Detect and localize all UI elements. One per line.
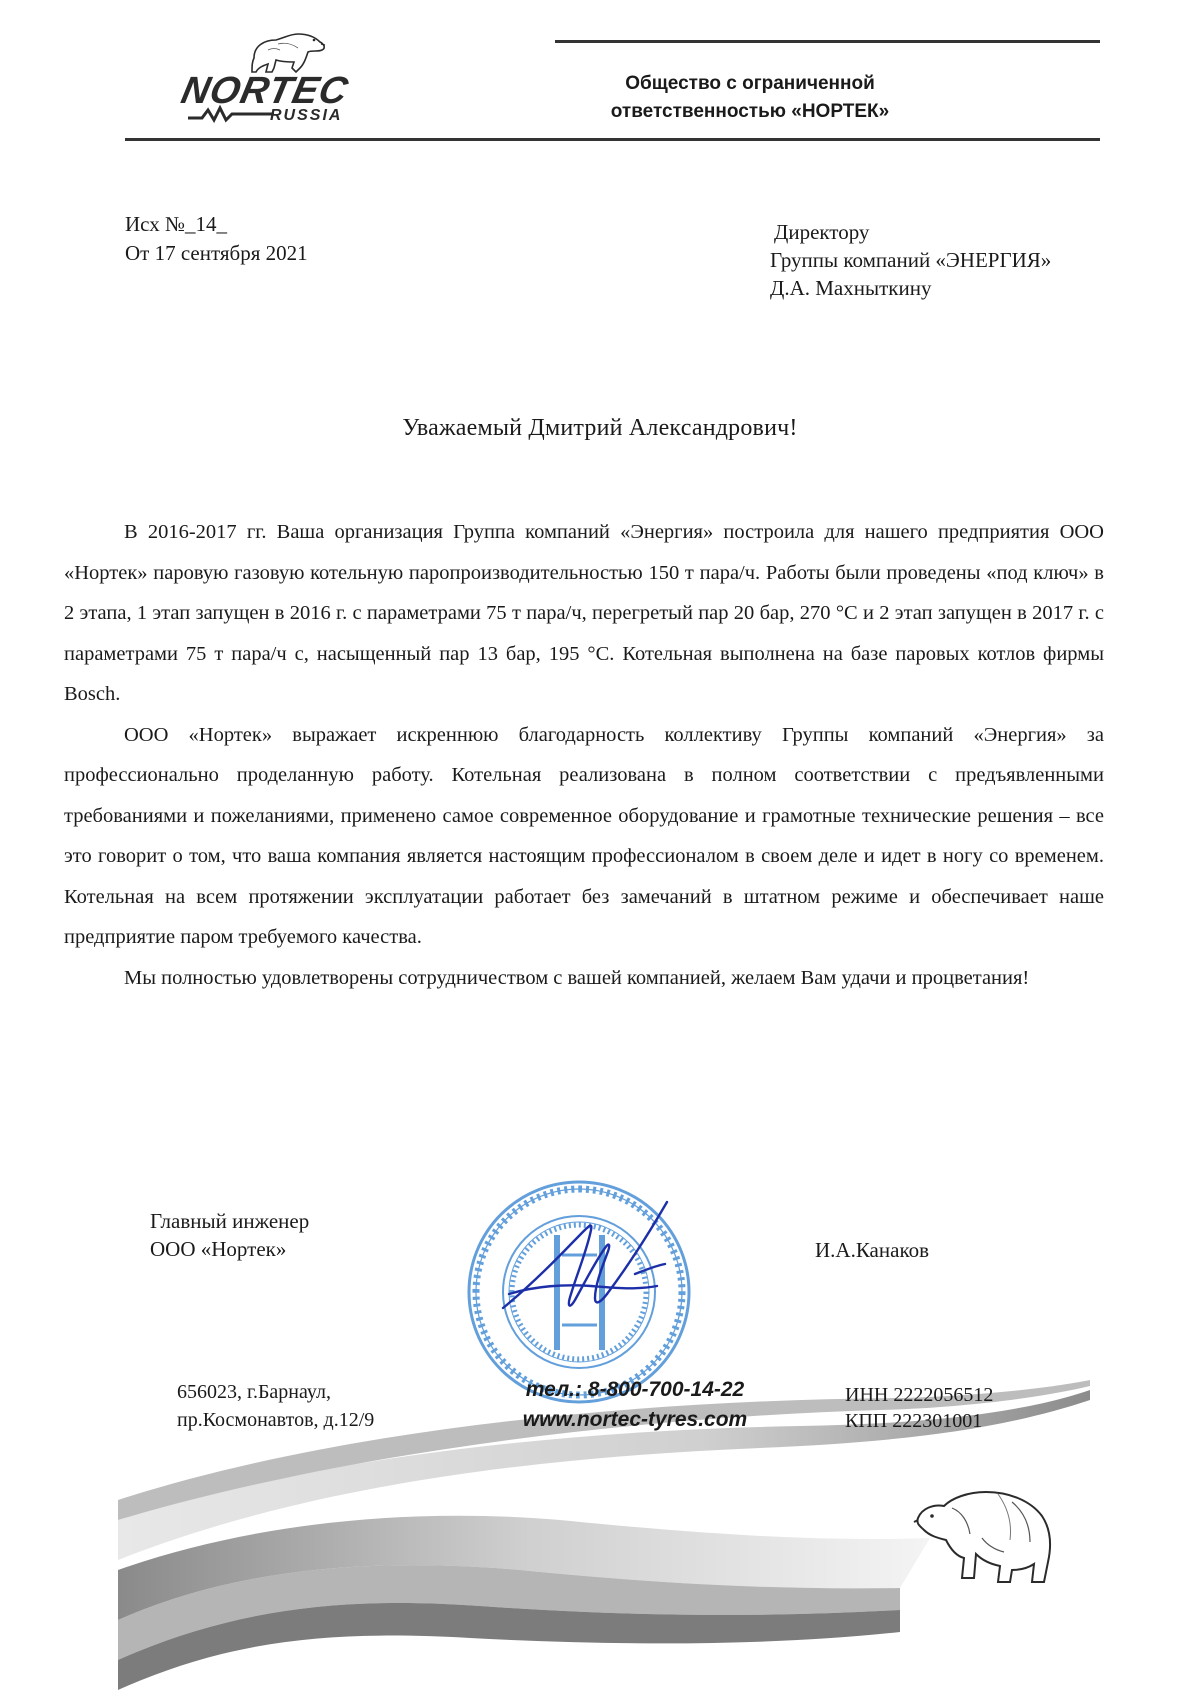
body-paragraph: ООО «Нортек» выражает искреннюю благодарность коллективу Группы компаний «Энергия» за профессионально проделанную работу. Котельная реализована в полном соответствии с предъявленными требованиями и пожеланиями, применено самое современное оборудование и грамотные технические решения – все это говорит о том, что ваша компания является настоящим профессионалом в своем деле и идет в ногу со временем. Котельная на всем протяжении эксплуатации работает без замечаний в штатном режиме и обеспечивает наше предприятие паром требуемого качества. <box>64 723 1104 948</box>
footer-address-line: 656023, г.Барнаул, <box>177 1381 331 1403</box>
footer-kpp: КПП 222301001 <box>845 1410 983 1432</box>
footer-tax-ids <box>845 1382 993 1434</box>
addressee-block <box>770 218 1051 302</box>
mountain-zigzag-icon <box>188 104 274 124</box>
footer-address <box>177 1378 374 1434</box>
outgoing-reference <box>125 210 308 268</box>
signatory-name: И.А.Канаков <box>815 1238 929 1262</box>
body-paragraph: Мы полностью удовлетворены сотрудничеством с вашей компанией, желаем Вам удачи и процветания! <box>124 966 1030 989</box>
reference-date: От 17 сентября 2021 <box>125 241 308 265</box>
letter-body <box>64 512 1104 998</box>
footer-contacts <box>490 1375 780 1435</box>
header-rule-top <box>555 40 1100 43</box>
footer-website: www.nortec-tyres.com <box>522 1408 748 1431</box>
polar-bear-logo-icon <box>248 28 328 74</box>
company-name-line: Общество с ограниченной <box>625 73 875 94</box>
company-logo <box>170 28 390 124</box>
reference-number: Исх №_14_ <box>125 212 227 236</box>
header-rule-bottom <box>125 138 1100 141</box>
footer-phone: тел.: 8-800-700-14-22 <box>525 1378 745 1401</box>
logo-wordmark: NORTEC <box>177 70 353 112</box>
logo-subtitle: RUSSIA <box>270 107 343 124</box>
salutation: Уважаемый Дмитрий Александрович! <box>402 415 798 441</box>
signatory-title-line: ООО «Нортек» <box>150 1237 287 1261</box>
addressee-line: Группы компаний «ЭНЕРГИЯ» <box>770 248 1052 272</box>
footer-inn: ИНН 2222056512 <box>845 1384 994 1406</box>
signatory-title <box>150 1207 309 1263</box>
body-paragraph: В 2016-2017 гг. Ваша организация Группа компаний «Энергия» построила для нашего предприятия ООО «Нортек» паровую газовую котельную паропроизводительностью 150 т пара/ч. Работы были проведены «под ключ» в 2 этапа, 1 этап запущен в 2016 г. с параметрами 75 т пара/ч, перегретый пар 20 бар, 270 °С и 2 этап запущен в 2017 г. с параметрами 75 т пара/ч с, насыщенный пар 13 бар, 195 °С. Котельная выполнена на базе паровых котлов фирмы Bosch. <box>64 521 1104 705</box>
handwritten-signature <box>495 1190 695 1340</box>
polar-bear-icon <box>912 1478 1057 1588</box>
addressee-line: Д.А. Махныткину <box>770 276 932 300</box>
company-name <box>570 70 930 126</box>
addressee-line: Директору <box>774 220 870 244</box>
company-name-line: ответственностью «НОРТЕК» <box>610 101 890 122</box>
signatory-title-line: Главный инженер <box>150 1209 310 1233</box>
footer-address-line: пр.Космонавтов, д.12/9 <box>177 1409 375 1431</box>
